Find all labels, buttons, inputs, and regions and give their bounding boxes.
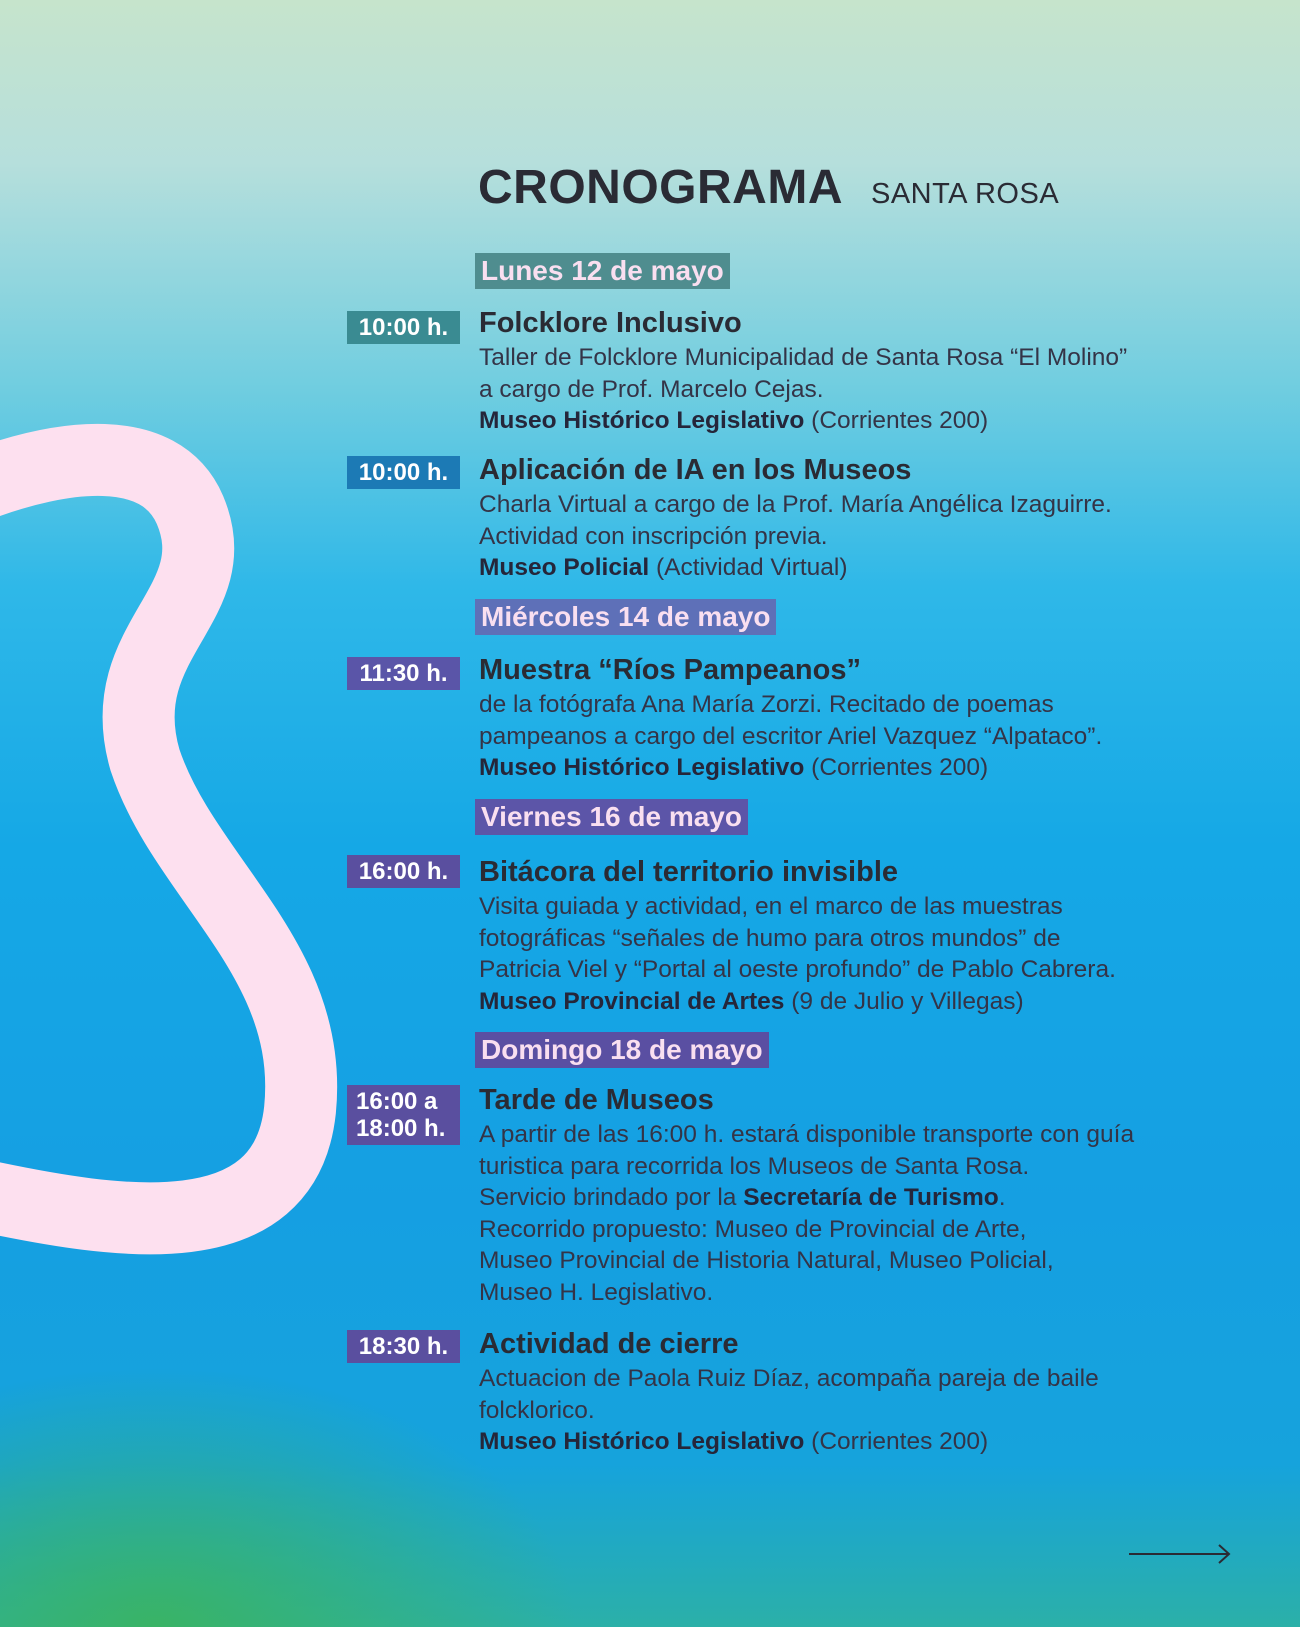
- event-description: a cargo de Prof. Marcelo Cejas.: [479, 375, 824, 403]
- page-title: CRONOGRAMA: [478, 161, 843, 214]
- day-label-monday: Lunes 12 de mayo: [475, 253, 730, 289]
- event-location: [479, 1426, 1279, 1458]
- event-item: [479, 452, 1279, 584]
- event-title: Actividad de cierre: [479, 1328, 739, 1360]
- venue-name: Museo Histórico Legislativo: [479, 754, 805, 781]
- day-label-sunday: Domingo 18 de mayo: [475, 1032, 769, 1068]
- event-description: Taller de Folcklore Municipalidad de Santa Rosa “El Molino”: [479, 344, 1128, 371]
- time-start: 16:00 a: [356, 1088, 438, 1115]
- time-badge: 11:30 h.: [347, 657, 460, 690]
- venue-address: (Corrientes 200): [804, 1428, 989, 1455]
- time-end: 18:00 h.: [356, 1115, 446, 1142]
- day-label-wednesday: Miércoles 14 de mayo: [475, 599, 776, 635]
- venue-address: (Corrientes 200): [804, 407, 989, 434]
- page-subtitle: SANTA ROSA: [870, 178, 1060, 210]
- event-description: A partir de las 16:00 h. estará disponible transporte con guía: [479, 1121, 1135, 1148]
- arrow-right-icon[interactable]: [1128, 1542, 1232, 1566]
- day-label-friday: Viernes 16 de mayo: [475, 799, 748, 835]
- event-description: Actividad con inscripción previa.: [479, 522, 828, 550]
- event-route: Museo H. Legislativo.: [479, 1278, 714, 1306]
- event-description: Visita guiada y actividad, en el marco de las muestras: [479, 893, 1063, 920]
- event-route: Recorrido propuesto: Museo de Provincial de Arte,: [479, 1215, 1027, 1243]
- venue-name: Museo Provincial de Artes: [479, 987, 785, 1015]
- venue-address: (Actividad Virtual): [649, 554, 848, 581]
- service-suffix: .: [998, 1184, 1006, 1211]
- event-route: Museo Provincial de Historia Natural, Museo Policial,: [479, 1247, 1054, 1274]
- service-prefix: Servicio brindado por la: [479, 1184, 744, 1211]
- service-organization: Secretaría de Turismo: [743, 1184, 999, 1211]
- event-title: Bitácora del territorio invisible: [479, 856, 898, 888]
- time-badge: 10:00 h.: [347, 456, 460, 489]
- venue-name: Museo Histórico Legislativo: [479, 1428, 805, 1455]
- event-description: fotográficas “señales de humo para otros mundos” de: [479, 924, 1061, 952]
- event-description: Patricia Viel y “Portal al oeste profundo” de Pablo Cabrera.: [479, 956, 1116, 983]
- event-title: Muestra “Ríos Pampeanos”: [479, 654, 861, 686]
- time-badge: 10:00 h.: [347, 311, 460, 344]
- event-item: [479, 854, 1279, 1017]
- event-item: [479, 1082, 1279, 1308]
- event-location: [479, 552, 1279, 584]
- event-description: pampeanos a cargo del escritor Ariel Vazquez “Alpataco”.: [479, 722, 1103, 750]
- event-location: [479, 986, 1279, 1018]
- event-title: Aplicación de IA en los Museos: [479, 454, 912, 486]
- venue-name: Museo Histórico Legislativo: [479, 407, 805, 434]
- event-service: [479, 1182, 1279, 1214]
- event-item: [479, 305, 1279, 437]
- event-description: Actuacion de Paola Ruiz Díaz, acompaña pareja de baile: [479, 1365, 1099, 1392]
- event-description: Charla Virtual a cargo de la Prof. María Angélica Izaguirre.: [479, 491, 1112, 518]
- event-location: [479, 752, 1279, 784]
- decorative-ribbon: [0, 0, 360, 1627]
- venue-address: (Corrientes 200): [804, 754, 989, 781]
- time-badge: [347, 1085, 460, 1145]
- event-description: folcklorico.: [479, 1396, 595, 1424]
- event-item: [479, 652, 1279, 784]
- event-title: Tarde de Museos: [479, 1084, 714, 1116]
- page-header: [478, 160, 1059, 215]
- time-badge: 16:00 h.: [347, 855, 460, 888]
- event-location: [479, 405, 1279, 437]
- time-badge: 18:30 h.: [347, 1330, 460, 1363]
- event-description: turistica para recorrida los Museos de Santa Rosa.: [479, 1152, 1030, 1180]
- event-title: Folcklore Inclusivo: [479, 307, 742, 339]
- event-description: de la fotógrafa Ana María Zorzi. Recitado de poemas: [479, 691, 1054, 718]
- event-item: [479, 1326, 1279, 1458]
- venue-address: (9 de Julio y Villegas): [784, 987, 1024, 1015]
- venue-name: Museo Policial: [479, 554, 650, 581]
